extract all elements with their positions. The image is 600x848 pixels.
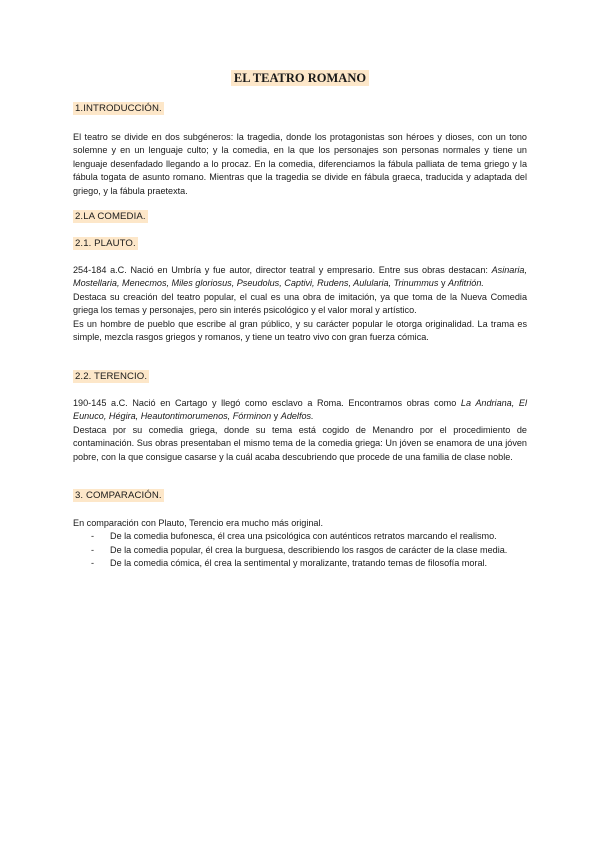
list-item: - De la comedia cómica, él crea la sentimental y moralizante, tratando temas de filosofía moral. [73,557,527,570]
bullet-dash: - [91,558,95,569]
list-item: - De la comedia popular, él crea la burguesa, describiendo los rasgos de carácter de la clase media. [73,544,527,557]
heading-plauto: 2.1. PLAUTO. [75,238,136,249]
heading-terencio: 2.2. TERENCIO. [75,371,148,382]
plauto-intro: 254-184 a.C. Nació en Umbría y fue autor, director teatral y empresario. Entre sus obras destacan: Asinaria, Mostellaria, Menecmos, Miles gloriosus, Pseudolus, Captivi, Rudens, Aulularia, Trinummus y Anfitrión. [73,265,527,289]
paragraph-introduccion: El teatro se divide en dos subgéneros: la tragedia, donde los protagonistas son héroes y dioses, con un tono solemne y en un lenguaje culto; y la comedia, en la que los personajes son personas normales y tiene un lenguaje desenfadado llegando a lo procaz. En la comedia, diferenciamos la fábula palliata de tema griego y la fábula togata de asunto romano. Mientras que la tragedia se divide en fábula graeca, traducida y adaptada del griego, y la fábula praetexta. [73,132,527,196]
section-terencio [73,397,527,464]
plauto-works-last: Anfitrión. [448,278,484,289]
plauto-works: Asinaria, Mostellaria, Menecmos, Miles gloriosus, Pseudolus, Captivi, Rudens, Aulularia, Trinummus [73,265,527,289]
plauto-paragraph-2: Destaca su creación del teatro popular, el cual es una obra de imitación, ya que toma de la Nueva Comedia griega los temas y personajes, pero sin interés psicológico y el valor moral y artístico. [73,291,527,316]
terencio-paragraph-2: Destaca por su comedia griega, donde su tema está cogido de Menandro por el procedimiento de contaminación. Sus obras presentaban el mismo tema de la comedia griega: Un jóven se enamora de una jóven pobre, con la que consigue casarse y la cuál acaba descubriendo que procede de una familia de clase noble. [73,424,527,462]
heading-comparacion: 3. COMPARACIÓN. [75,490,162,501]
terencio-works: La Andriana, El Eunuco, Hégira, Heautontimorumenos, Fórminon [73,398,527,422]
document-title: EL TEATRO ROMANO [0,71,600,86]
bullet-dash: - [91,531,95,542]
comparacion-intro: En comparación con Plauto, Terencio era mucho más original. [73,518,324,528]
terencio-intro: 190-145 a.C. Nació en Cartago y llegó como esclavo a Roma. Encontramos obras como La Andriana, El Eunuco, Hégira, Heautontimorumenos, Fórminon y Adelfos. [73,398,527,422]
list-item: - De la comedia bufonesca, él crea una psicológica con auténticos retratos marcando el realismo. [73,530,527,543]
heading-comedia: 2.LA COMEDIA. [75,211,146,222]
comparacion-list [73,530,527,570]
heading-introduccion: 1.INTRODUCCIÓN. [75,103,162,114]
plauto-paragraph-3: Es un hombre de pueblo que escribe al gran público, y su carácter popular le otorga originalidad. La trama es simple, mezcla rasgos griegos y romanos, y tiene un teatro vivo con gran fuerza cómica. [73,318,527,343]
section-comparacion [73,517,527,571]
bullet-dash: - [91,544,95,555]
terencio-works-last: Adelfos. [280,411,314,422]
section-plauto [73,264,527,344]
